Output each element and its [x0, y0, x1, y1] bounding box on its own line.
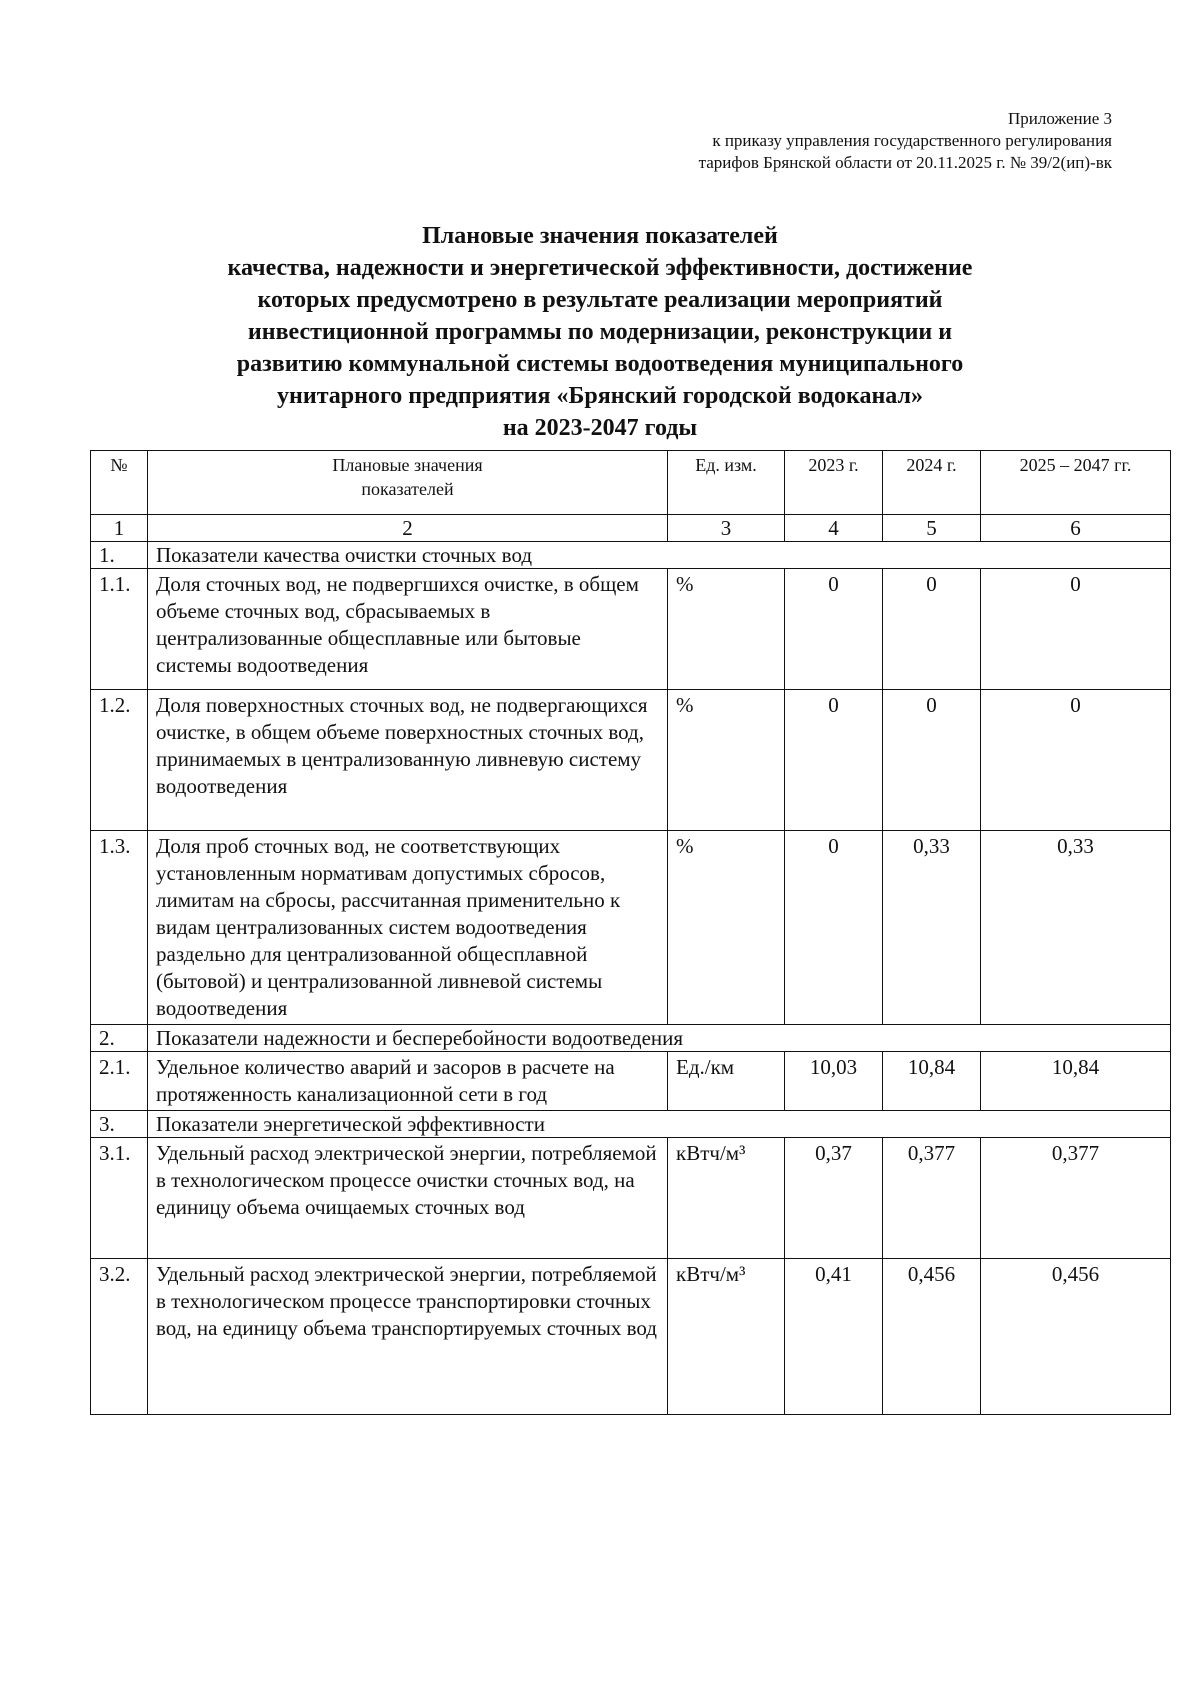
header-year-2024: 2024 г.: [883, 451, 981, 515]
table-header-row: [91, 451, 1171, 515]
row-number: 1.2.: [91, 690, 148, 831]
header-number: №: [91, 451, 148, 515]
header-unit: Ед. изм.: [668, 451, 785, 515]
column-index: 2: [148, 515, 668, 542]
title-line-1: Плановые значения показателей: [422, 223, 778, 249]
table-row: [91, 569, 1171, 690]
section-title: Показатели надежности и бесперебойности водоотведения: [148, 1025, 1171, 1052]
section-number: 1.: [91, 542, 148, 569]
document-title: [90, 220, 1110, 444]
row-unit: Ед./км: [668, 1052, 785, 1111]
row-value-2023: 0: [785, 690, 883, 831]
appendix-order-date: тарифов Брянской области от 20.11.2025 г. № 39/2(ип)-вк: [698, 153, 1112, 172]
row-unit: %: [668, 831, 785, 1025]
header-indicator: [148, 451, 668, 515]
column-index-row: [91, 515, 1171, 542]
row-unit: %: [668, 690, 785, 831]
row-value-2025-2047: 0,456: [981, 1259, 1171, 1415]
row-value-2025-2047: 10,84: [981, 1052, 1171, 1111]
row-value-2024: 0: [883, 690, 981, 831]
row-number: 2.1.: [91, 1052, 148, 1111]
title-line-7: на 2023-2047 годы: [502, 415, 698, 441]
section-row: [91, 1025, 1171, 1052]
row-indicator: Удельный расход электрической энергии, потребляемой в технологическом процессе транспортировки сточных вод, на единицу объема транспортируемых сточных вод: [148, 1259, 668, 1415]
title-line-2: качества, надежности и энергетической эффективности, достижение: [227, 255, 973, 281]
row-value-2025-2047: 0: [981, 569, 1171, 690]
indicators-table: [90, 450, 1171, 1415]
table-row: [91, 1052, 1171, 1111]
row-value-2023: 10,03: [785, 1052, 883, 1111]
row-value-2025-2047: 0: [981, 690, 1171, 831]
appendix-order-line: к приказу управления государственного регулирования: [712, 131, 1112, 150]
row-indicator: Удельное количество аварий и засоров в расчете на протяженность канализационной сети в год: [148, 1052, 668, 1111]
column-index: 3: [668, 515, 785, 542]
column-index: 4: [785, 515, 883, 542]
section-number: 3.: [91, 1111, 148, 1138]
header-years-2025-2047: 2025 – 2047 гг.: [981, 451, 1171, 515]
row-indicator: Удельный расход электрической энергии, потребляемой в технологическом процессе очистки сточных вод, на единицу объема очищаемых сточных вод: [148, 1138, 668, 1259]
row-indicator: Доля проб сточных вод, не соответствующих установленным нормативам допустимых сбросов, лимитам на сбросы, рассчитанная применительно к видам централизованных систем водоотведения раздельно для централизованной общесплавной (бытовой) и централизованной ливневой системы водоотведения: [148, 831, 668, 1025]
row-value-2024: 10,84: [883, 1052, 981, 1111]
row-number: 3.1.: [91, 1138, 148, 1259]
table-row: [91, 1259, 1171, 1415]
row-indicator: Доля поверхностных сточных вод, не подвергающихся очистке, в общем объеме поверхностных сточных вод, принимаемых в централизованную ливневую систему водоотведения: [148, 690, 668, 831]
section-title: Показатели качества очистки сточных вод: [148, 542, 1171, 569]
row-value-2024: 0,456: [883, 1259, 981, 1415]
row-value-2023: 0,37: [785, 1138, 883, 1259]
section-number: 2.: [91, 1025, 148, 1052]
title-line-5: развитию коммунальной системы водоотведения муниципального: [236, 351, 964, 377]
column-index: 1: [91, 515, 148, 542]
header-year-2023: 2023 г.: [785, 451, 883, 515]
section-row: [91, 542, 1171, 569]
section-row: [91, 1111, 1171, 1138]
row-value-2023: 0: [785, 569, 883, 690]
column-index: 6: [981, 515, 1171, 542]
table-row: [91, 690, 1171, 831]
row-unit: кВтч/м³: [668, 1138, 785, 1259]
row-indicator: Доля сточных вод, не подвергшихся очистке, в общем объеме сточных вод, сбрасываемых в централизованные общесплавные или бытовые системы водоотведения: [148, 569, 668, 690]
row-number: 3.2.: [91, 1259, 148, 1415]
row-unit: кВтч/м³: [668, 1259, 785, 1415]
title-line-4: инвестиционной программы по модернизации, реконструкции и: [247, 319, 953, 345]
row-number: 1.3.: [91, 831, 148, 1025]
row-value-2023: 0,41: [785, 1259, 883, 1415]
row-number: 1.1.: [91, 569, 148, 690]
title-line-6: унитарного предприятия «Брянский городской водоканал»: [277, 383, 923, 409]
table-row: [91, 831, 1171, 1025]
appendix-header: [699, 108, 1112, 174]
row-value-2023: 0: [785, 831, 883, 1025]
row-value-2025-2047: 0,377: [981, 1138, 1171, 1259]
title-line-3: которых предусмотрено в результате реализации мероприятий: [257, 287, 943, 313]
table-row: [91, 1138, 1171, 1259]
row-unit: %: [668, 569, 785, 690]
header-indicator-line2: показателей: [361, 479, 454, 499]
header-indicator-line1: Плановые значения: [332, 455, 483, 475]
row-value-2024: 0,33: [883, 831, 981, 1025]
row-value-2024: 0: [883, 569, 981, 690]
row-value-2025-2047: 0,33: [981, 831, 1171, 1025]
section-title: Показатели энергетической эффективности: [148, 1111, 1171, 1138]
column-index: 5: [883, 515, 981, 542]
row-value-2024: 0,377: [883, 1138, 981, 1259]
appendix-number: Приложение 3: [1008, 109, 1112, 128]
